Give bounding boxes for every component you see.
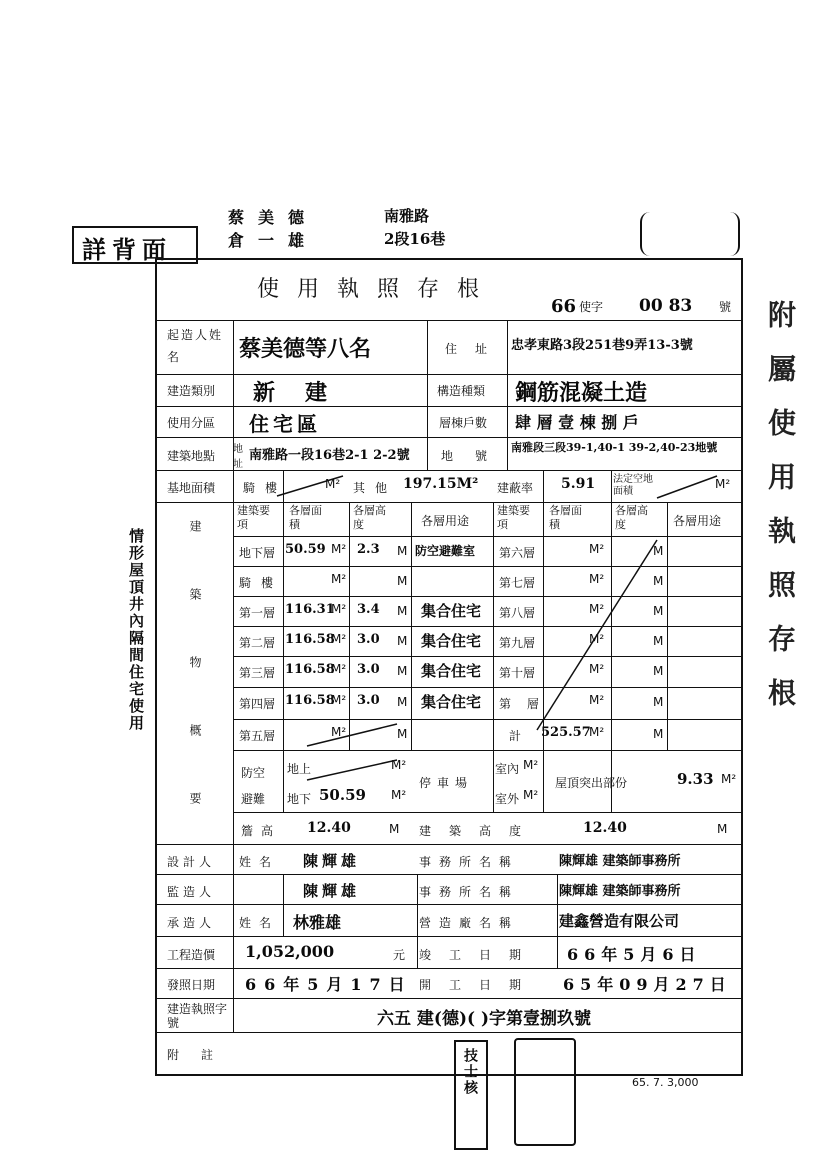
unit-m: M (397, 574, 408, 588)
coverage-label: 建蔽率 (497, 481, 534, 495)
parking-label: 停車場 (419, 776, 474, 790)
usage-value: 住宅區 (249, 412, 321, 436)
contractor-label: 承造人 (167, 916, 216, 930)
unit-area: M² (331, 693, 347, 707)
site-addr-label: 地址 (233, 444, 243, 470)
license-no: 00 83 (639, 296, 693, 316)
contractor-firm-label: 營造廠名稱 (419, 916, 520, 930)
floor-label: 騎樓 (239, 576, 284, 590)
unit-m: M (653, 634, 664, 648)
official-seal-2 (514, 1038, 576, 1146)
top-right-stamp (640, 212, 740, 256)
parking-in: 室內 (495, 762, 520, 776)
top-road-1: 南雅路 (384, 207, 430, 225)
unit-area: M² (331, 602, 347, 616)
address-value: 忠孝東路3段251巷9弄13-3號 (511, 338, 693, 353)
floor-label: 第八層 (499, 606, 536, 620)
designer-office-label: 事務所名稱 (419, 855, 520, 869)
shelter-below: 地下 (287, 792, 312, 806)
floor-use: 集合住宅 (421, 693, 482, 711)
right-margin-note: 附屬使用執照存根 (764, 300, 797, 732)
floor-label: 第三層 (239, 666, 276, 680)
parking-out: 室外 (495, 792, 520, 806)
arcade-label: 騎樓 (243, 481, 288, 495)
floors-label: 層棟戶數 (439, 416, 488, 430)
floor-label: 第一層 (239, 606, 276, 620)
unit-m: M (397, 544, 408, 558)
unit-area: M² (589, 632, 605, 646)
floor-use: 集合住宅 (421, 662, 482, 680)
start-value: 65年09月27日 (563, 975, 732, 994)
parking-out-unit: M² (523, 788, 539, 802)
unit-m: M (397, 604, 408, 618)
col-item-left: 建築要項 (237, 504, 270, 531)
build-type-label: 建造類別 (167, 384, 216, 398)
col-use-right: 各層用途 (673, 514, 722, 528)
unit-m: M (653, 544, 664, 558)
legal-open-unit: M² (715, 477, 731, 491)
col-height-left: 各層高度 (353, 504, 386, 531)
building-section-label: 建築物概要 (188, 520, 202, 860)
roof-unit: M² (721, 772, 737, 786)
unit-m: M (653, 604, 664, 618)
floor-label: 計 (509, 729, 522, 743)
license-no-prefix: 66 (551, 296, 577, 317)
unit-m: M (653, 727, 664, 741)
floor-area: 116.58 (285, 632, 335, 647)
coverage-value: 5.91 (561, 476, 596, 492)
structure-label: 構造種類 (437, 384, 486, 398)
floor-use: 集合住宅 (421, 602, 482, 620)
contractor-name-label: 姓名 (239, 916, 280, 930)
official-seal-1 (454, 1040, 488, 1150)
supervisor-office-label: 事務所名稱 (419, 885, 520, 899)
floor-area: 116.58 (285, 693, 335, 708)
unit-area: M² (331, 632, 347, 646)
roof-label: 屋頂突出部份 (555, 776, 628, 790)
license-no-char: 使字 (579, 300, 604, 314)
designer-label: 設計人 (167, 855, 216, 869)
usage-label: 使用分區 (167, 416, 216, 430)
floor-area: 116.58 (285, 662, 335, 677)
left-margin-note: 情形屋頂井內隔間住宅使用 (127, 528, 145, 732)
unit-m: M (397, 664, 408, 678)
floor-label: 第十層 (499, 666, 536, 680)
builder-value: 蔡美德等八名 (239, 336, 372, 362)
roof-value: 9.33 (677, 770, 714, 788)
license-no-suffix: 號 (719, 300, 732, 314)
unit-area: M² (589, 572, 605, 586)
designer-name: 陳輝雄 (303, 852, 361, 870)
col-area-right: 各層面積 (549, 504, 582, 531)
cost-value: 1,052,000 (245, 942, 335, 961)
supervisor-office: 陳輝雄 建築師事務所 (559, 884, 681, 899)
contractor-firm: 建鑫營造有限公司 (559, 912, 680, 930)
remark-label: 附註 (167, 1048, 236, 1062)
col-height-right: 各層高度 (615, 504, 648, 531)
story-h-value: 12.40 (307, 820, 351, 836)
site-addr-value: 南雅路一段16巷2-1 2-2號 (249, 448, 410, 463)
floor-height: 3.0 (357, 662, 380, 677)
unit-m: M (397, 727, 408, 741)
detail-stamp-text: 詳背面 (82, 235, 172, 264)
shelter-above-unit: M² (391, 758, 407, 772)
top-name-1: 蔡美德 (228, 208, 319, 227)
arcade-unit: M² (325, 477, 341, 491)
finish-label: 竣工日期 (419, 948, 540, 962)
unit-m: M (653, 574, 664, 588)
unit-area: M² (331, 572, 347, 586)
site-lot-label: 地號 (441, 449, 510, 463)
site-label: 建築地點 (167, 449, 216, 463)
unit-m: M (653, 664, 664, 678)
designer-office: 陳輝雄 建築師事務所 (559, 854, 681, 869)
floor-label: 第七層 (499, 576, 536, 590)
floor-use: 防空避難室 (415, 544, 476, 558)
story-h-unit: M (389, 822, 400, 836)
floor-label: 第二層 (239, 636, 276, 650)
unit-area: M² (331, 662, 347, 676)
story-h-label: 簷高 (241, 824, 282, 838)
designer-name-label: 姓名 (239, 855, 280, 869)
seal-text-1: 技士核 (462, 1048, 478, 1096)
floor-height: 3.0 (357, 632, 380, 647)
col-area-left: 各層面積 (289, 504, 322, 531)
floor-use: 集合住宅 (421, 632, 482, 650)
floors-value: 肆 層 壹 棟 捌 戶 (515, 413, 639, 432)
unit-area: M² (331, 725, 347, 739)
issue-value: 66年5月17日 (245, 975, 413, 994)
other-label: 其他 (353, 481, 398, 495)
permit-value: 六五 建(德)( )字第壹捌玖號 (377, 1009, 592, 1029)
col-use-left: 各層用途 (421, 514, 470, 528)
unit-area: M² (589, 542, 605, 556)
cost-label: 工程造價 (167, 948, 216, 962)
unit-area: M² (589, 725, 605, 739)
build-type-value: 新建 (253, 380, 358, 406)
form-title: 使用執照存根 (257, 277, 498, 302)
floor-height: 3.0 (357, 693, 380, 708)
bldg-h-unit: M (717, 822, 728, 836)
floor-area: 116.31 (285, 602, 335, 617)
bldg-h-value: 12.40 (583, 820, 627, 836)
permit-label: 建造執照字號 (167, 1002, 228, 1030)
parking-in-unit: M² (523, 758, 539, 772)
supervisor-label: 監造人 (167, 885, 216, 899)
floor-area: 50.59 (285, 542, 326, 557)
start-label: 開工日期 (419, 978, 540, 992)
unit-m: M (653, 695, 664, 709)
shelter-below-unit: M² (391, 788, 407, 802)
floor-height: 2.3 (357, 542, 380, 557)
cost-unit: 元 (393, 948, 406, 962)
floor-label: 第四層 (239, 697, 276, 711)
base-area-label: 基地面積 (167, 481, 216, 495)
license-form (155, 258, 743, 1076)
floor-label: 第九層 (499, 636, 536, 650)
floor-label: 第六層 (499, 546, 536, 560)
floor-height: 3.4 (357, 602, 380, 617)
top-road-2: 2段16巷 (384, 230, 446, 248)
unit-area: M² (589, 693, 605, 707)
finish-value: 66年5月6日 (567, 945, 702, 964)
unit-m: M (397, 634, 408, 648)
contractor-name: 林雅雄 (293, 913, 342, 932)
unit-area: M² (589, 602, 605, 616)
legal-open-label: 法定空地面積 (613, 474, 653, 497)
shelter-above: 地上 (287, 762, 312, 776)
col-item-right: 建築要項 (497, 504, 530, 531)
floor-label: 第 層 (499, 697, 545, 711)
issue-label: 發照日期 (167, 978, 216, 992)
unit-m: M (397, 695, 408, 709)
other-value: 197.15M² (403, 476, 479, 492)
builder-label: 起造人姓名 (167, 328, 224, 364)
top-name-2: 倉一雄 (228, 231, 319, 250)
floor-label: 地下層 (239, 546, 276, 560)
floor-label: 第五層 (239, 729, 276, 743)
total-area: 525.57 (541, 725, 591, 740)
bldg-h-label: 建築高度 (419, 824, 540, 838)
address-label: 住址 (445, 342, 506, 356)
shelter-below-value: 50.59 (319, 786, 366, 804)
footer-print: 65. 7. 3,000 (632, 1076, 699, 1089)
supervisor-name: 陳輝雄 (303, 882, 361, 900)
unit-area: M² (331, 542, 347, 556)
structure-value: 鋼筋混凝土造 (515, 380, 648, 406)
unit-area: M² (589, 662, 605, 676)
shelter-label: 防空避難 (241, 766, 266, 806)
strike-lines (157, 260, 741, 1074)
site-lot-value: 南雅段三段39-1,40-1 39-2,40-23地號 (511, 441, 718, 454)
